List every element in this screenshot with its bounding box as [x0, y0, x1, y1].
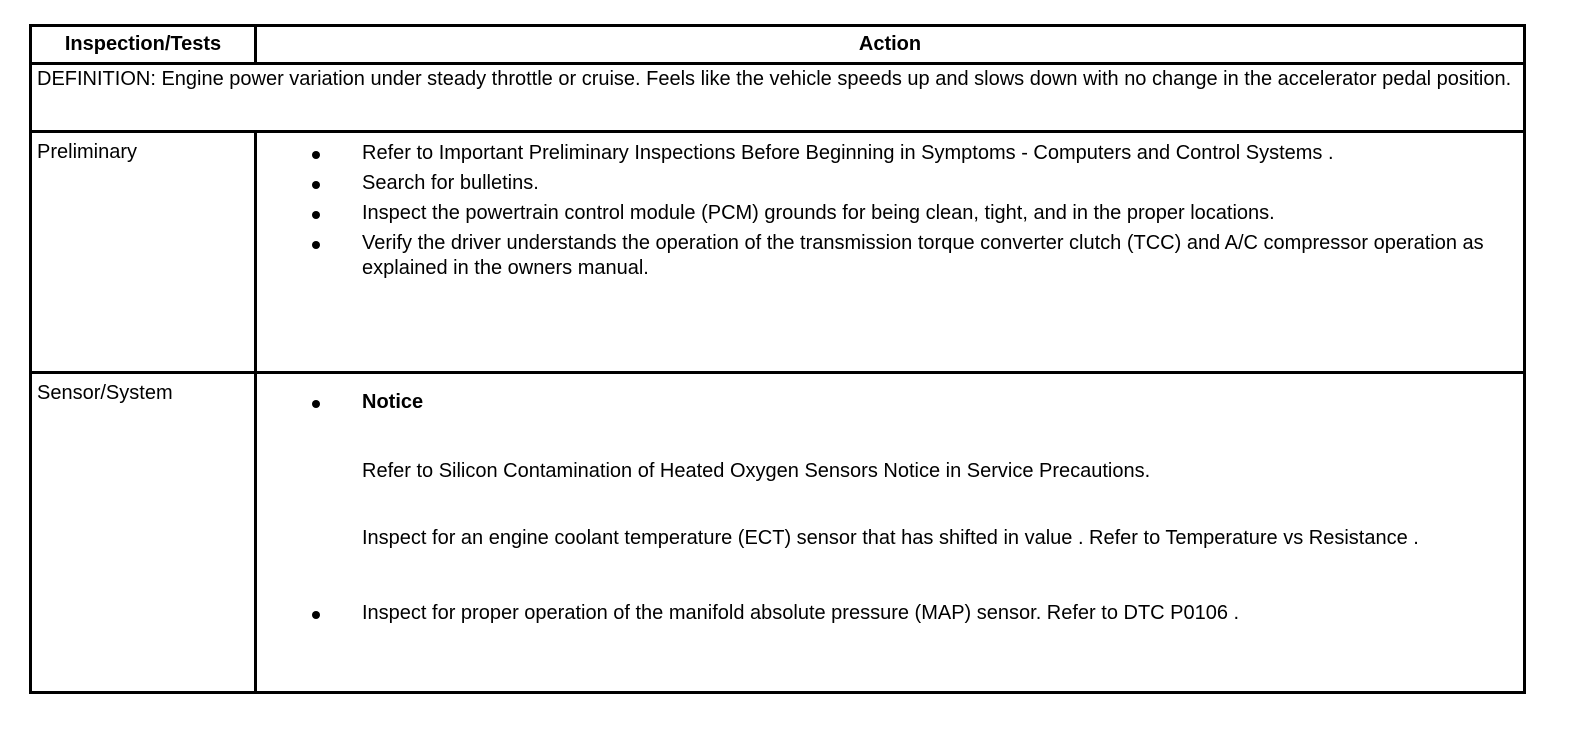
bullet-icon: [312, 151, 320, 159]
definition-row: [31, 64, 1525, 132]
table-row: [31, 131, 1525, 372]
bullet-icon: [312, 611, 320, 619]
diagnostic-table: [29, 24, 1526, 694]
bullet-text: Verify the driver understands the operation of the transmission torque converter clutch (TCC) and A/C compressor operation as explained in the owners manual.: [362, 231, 1484, 279]
bullet-icon: [312, 241, 320, 249]
bullet-text: Inspect the powertrain control module (PCM) grounds for being clean, tight, and in the proper locations.: [362, 201, 1275, 224]
row-action-preliminary: [256, 131, 1525, 372]
preliminary-bullet-list: [312, 141, 1513, 281]
sensor-bullet-list: [312, 390, 1513, 626]
row-action-sensor-system: [256, 372, 1525, 692]
row-label-sensor-system: Sensor/System: [31, 372, 256, 692]
list-item: [312, 201, 1513, 226]
bullet-text: Refer to Important Preliminary Inspections Before Beginning in Symptoms - Computers and Control Systems .: [362, 141, 1334, 164]
list-item: [312, 390, 1513, 551]
list-item: [312, 171, 1513, 196]
row-label-preliminary: Preliminary: [31, 131, 256, 372]
bullet-text: Inspect for proper operation of the manifold absolute pressure (MAP) sensor. Refer to DTC P0106 .: [362, 601, 1240, 624]
table-header-row: [31, 26, 1525, 64]
header-action: Action: [256, 26, 1525, 64]
bullet-text: Search for bulletins.: [362, 171, 539, 194]
notice-paragraph: Inspect for an engine coolant temperature (ECT) sensor that has shifted in value . Refer to Temperature vs Resistance .: [362, 526, 1419, 549]
definition-text: DEFINITION: Engine power variation under steady throttle or cruise. Feels like the vehicle speeds up and slows down with no change in the accelerator pedal position.: [31, 64, 1525, 132]
bullet-icon: [312, 181, 320, 189]
header-inspection-tests: Inspection/Tests: [31, 26, 256, 64]
list-item: [312, 141, 1513, 166]
list-item: [312, 231, 1513, 281]
list-item: [312, 601, 1513, 626]
bullet-icon: [312, 400, 320, 408]
notice-title: Notice: [362, 390, 424, 413]
bullet-icon: [312, 211, 320, 219]
table-row: [31, 372, 1525, 692]
notice-paragraph: Refer to Silicon Contamination of Heated Oxygen Sensors Notice in Service Precautions.: [362, 459, 1151, 482]
